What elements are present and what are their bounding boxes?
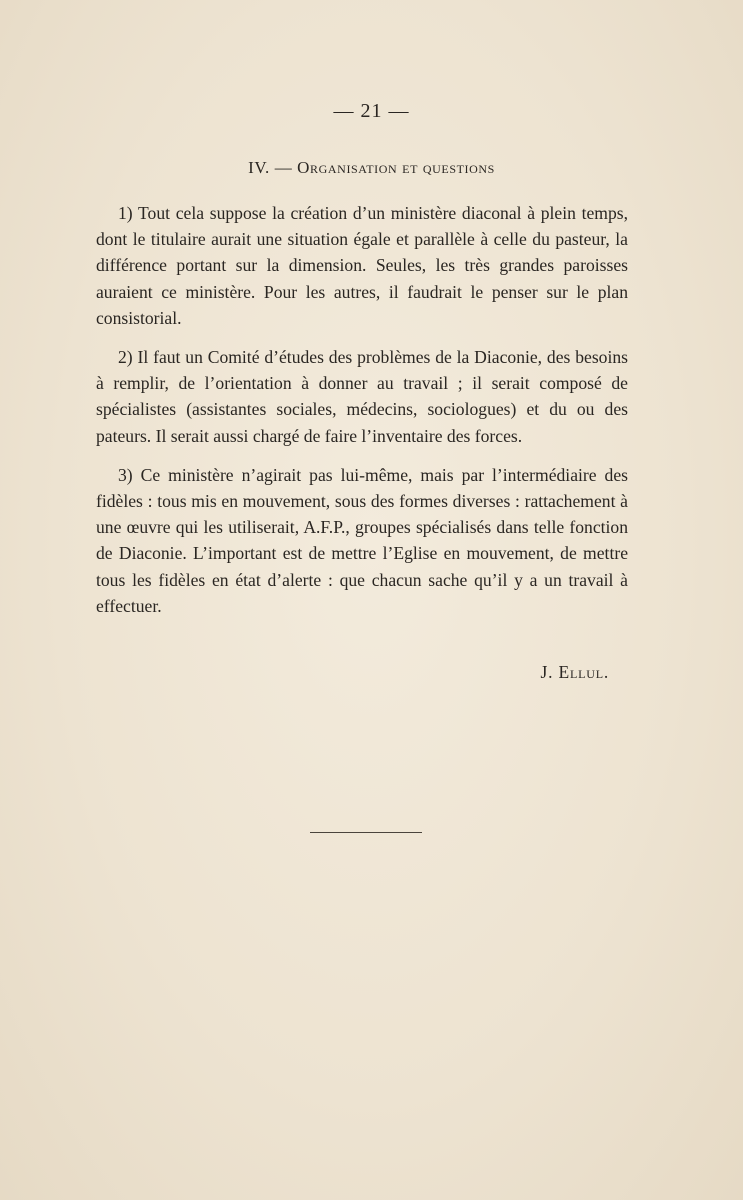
paragraph-3: 3) Ce ministère n’agirait pas lui-même, mais par l’intermédiaire des fidèles : tous mis en mouvement, sous des formes diverses : rattachement à une œuvre qui les utiliserait, A.F.P., groupes spécialisés dans telle fonction de Diaconie. L’important est de mettre l’Eglise en mouvement, de mettre tous les fidèles en état d’alerte : que chacun sache qu’il y a un travail à effectuer. [96,464,628,616]
body-text [96,200,628,632]
section-title: IV. — Organisation et questions [248,158,495,177]
paragraph-1: 1) Tout cela suppose la création d’un ministère diaconal à plein temps, dont le titulaire aurait une situation égale et parallèle à celle du pasteur, la différence portant sur la dimension. Seules, les très grandes paroisses auraient ce ministère. Pour les autres, il faudrait le penser sur le plan consistorial. [96,203,628,328]
page-number: — 21 — [333,100,410,122]
paragraph-2: 2) Il faut un Comité d’études des problèmes de la Diaconie, des besoins à remplir, de l’orientation à donner au travail ; il serait composé de spécialistes (assistantes sociales, médecins, sociologues) et du ou des pateurs. Il serait aussi chargé de faire l’inventaire des forces. [96,347,628,446]
author-signature: J. Ellul. [540,662,609,682]
end-rule [310,832,422,833]
